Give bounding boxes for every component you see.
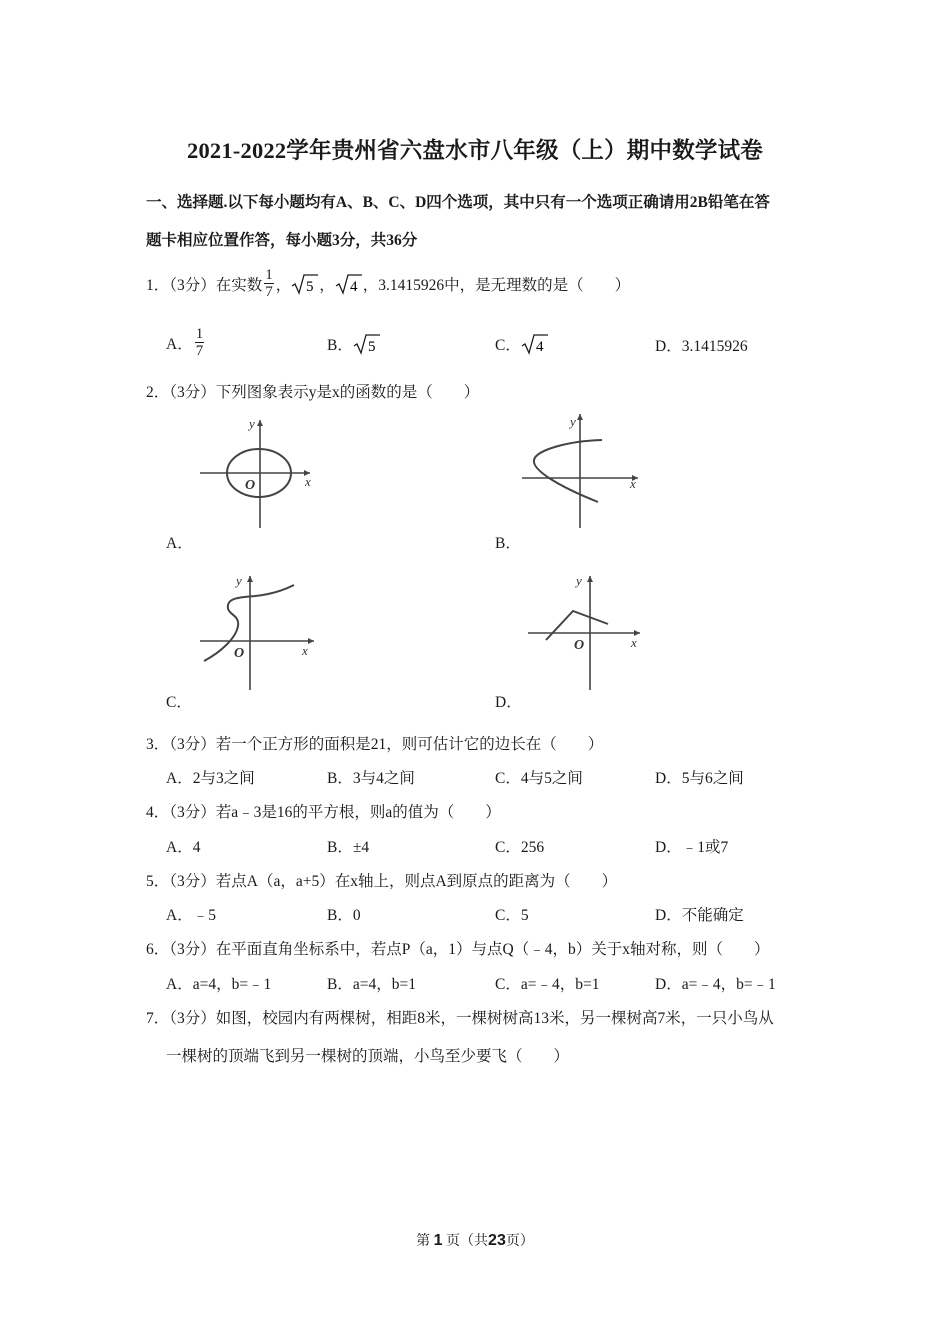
question-7-line1: 7．（3分）如图，校园内有两棵树，相距8米，一棵树树高13米，另一棵树高7米，一只小鸟从 xyxy=(146,1010,774,1027)
option-a: A．a=4，b=﹣1 xyxy=(166,976,272,993)
option-c: C．4与5之间 xyxy=(495,770,583,787)
graph-a-ellipse xyxy=(196,410,326,532)
fraction-numerator: 1 xyxy=(265,267,273,283)
option-a xyxy=(166,323,206,363)
s-curve xyxy=(204,585,294,661)
question-7-line2: 一棵树的顶端飞到另一棵树的顶端，小鸟至少要飞（ ） xyxy=(166,1048,570,1065)
origin-label: O xyxy=(574,638,585,653)
option-d: D．3.1415926 xyxy=(655,338,748,355)
question-1-stem xyxy=(146,264,630,304)
option-a: A．2与3之间 xyxy=(166,770,255,787)
footer-prefix: 第 xyxy=(416,1234,431,1249)
radical xyxy=(521,332,549,356)
option-b: B．a=4，b=1 xyxy=(327,976,416,993)
question-6-stem: 6．（3分）在平面直角坐标系中，若点P（a，1）与点Q（﹣4，b）关于x轴对称，则（ ） xyxy=(146,941,770,958)
q1-stem-suffix: ，3.1415926中，是无理数的是（ ） xyxy=(362,277,631,294)
option-d: D．a=﹣4，b=﹣1 xyxy=(655,976,776,993)
origin-label: O xyxy=(245,478,256,493)
x-axis-label: x xyxy=(305,474,311,489)
total-pages: 23 xyxy=(488,1232,506,1249)
option-d: D．﹣1或7 xyxy=(655,839,729,856)
option-label: B． xyxy=(327,337,353,354)
fraction xyxy=(264,268,274,300)
option-a: A． xyxy=(166,535,193,552)
option-label: C． xyxy=(495,337,521,354)
fraction-denominator: 7 xyxy=(195,343,204,359)
section-instruction-line1: 一、选择题.以下每小题均有A、B、C、D四个选项，其中只有一个选项正确请用2B铅笔在答 xyxy=(146,194,770,211)
radicand: 4 xyxy=(535,339,544,355)
fraction xyxy=(195,327,205,359)
parabola-curve xyxy=(534,440,602,502)
radicand: 5 xyxy=(306,279,314,295)
option-c: C． xyxy=(166,694,192,711)
option-c: C．5 xyxy=(495,907,529,924)
y-axis-label: y xyxy=(570,414,576,429)
question-3-stem: 3．（3分）若一个正方形的面积是21，则可估计它的边长在（ ） xyxy=(146,736,604,753)
radicand: 5 xyxy=(367,339,376,355)
option-b: B．3与4之间 xyxy=(327,770,415,787)
y-axis-label: y xyxy=(236,573,242,588)
footer-middle: 页（共 xyxy=(446,1234,489,1249)
q1-separator: ， xyxy=(319,277,335,294)
graph-c-curve xyxy=(196,568,326,692)
option-b: B． xyxy=(495,535,521,552)
radical xyxy=(291,272,319,296)
option-c xyxy=(495,331,549,357)
radical xyxy=(335,272,363,296)
footer-suffix: 页） xyxy=(505,1234,534,1249)
question-2-stem: 2．（3分）下列图象表示y是x的函数的是（ ） xyxy=(146,384,480,401)
q1-separator: ， xyxy=(275,277,292,294)
option-c: C．256 xyxy=(495,839,545,856)
page-title: 2021-2022学年贵州省六盘水市八年级（上）期中数学试卷 xyxy=(187,138,763,163)
y-axis-label: y xyxy=(249,416,255,431)
arrow-icon xyxy=(247,576,253,582)
y-axis-label: y xyxy=(576,573,582,588)
arrow-icon xyxy=(308,638,314,644)
radical-sign-icon xyxy=(336,275,362,293)
option-d: D．不能确定 xyxy=(655,907,744,924)
option-b: B．±4 xyxy=(327,839,370,856)
x-axis-label: x xyxy=(302,643,308,658)
graph-b-parabola xyxy=(518,410,648,532)
q1-stem-prefix: 1．（3分）在实数 xyxy=(146,277,263,294)
radicand: 4 xyxy=(349,279,358,295)
arrow-icon xyxy=(587,576,593,582)
x-axis-label: x xyxy=(631,635,637,650)
option-c: C．a=﹣4，b=1 xyxy=(495,976,600,993)
page-footer xyxy=(0,1230,950,1250)
question-5-stem: 5．（3分）若点A（a，a+5）在x轴上，则点A到原点的距离为（ ） xyxy=(146,873,618,890)
arrow-icon xyxy=(577,414,583,420)
graph-d-polyline xyxy=(518,568,648,692)
current-page-number: 1 xyxy=(433,1232,443,1249)
radical-sign-icon xyxy=(522,335,548,353)
option-d: D．5与6之间 xyxy=(655,770,744,787)
origin-label: O xyxy=(234,646,245,661)
radical xyxy=(353,332,381,356)
option-a: A．4 xyxy=(166,839,201,856)
option-d: D． xyxy=(495,694,522,711)
section-instruction-line2: 题卡相应位置作答，每小题3分，共36分 xyxy=(146,232,418,249)
fraction-numerator: 1 xyxy=(195,326,204,342)
polyline-graph xyxy=(546,611,608,640)
option-label: A． xyxy=(166,336,193,353)
option-b xyxy=(327,331,381,357)
radical-sign-icon xyxy=(292,275,318,293)
question-4-stem: 4．（3分）若a﹣3是16的平方根，则a的值为（ ） xyxy=(146,804,501,821)
option-a: A．﹣5 xyxy=(166,907,216,924)
radical-sign-icon xyxy=(354,335,380,353)
x-axis-label: x xyxy=(630,476,636,491)
arrow-icon xyxy=(257,420,263,426)
fraction-denominator: 7 xyxy=(265,284,273,300)
option-b: B．0 xyxy=(327,907,361,924)
